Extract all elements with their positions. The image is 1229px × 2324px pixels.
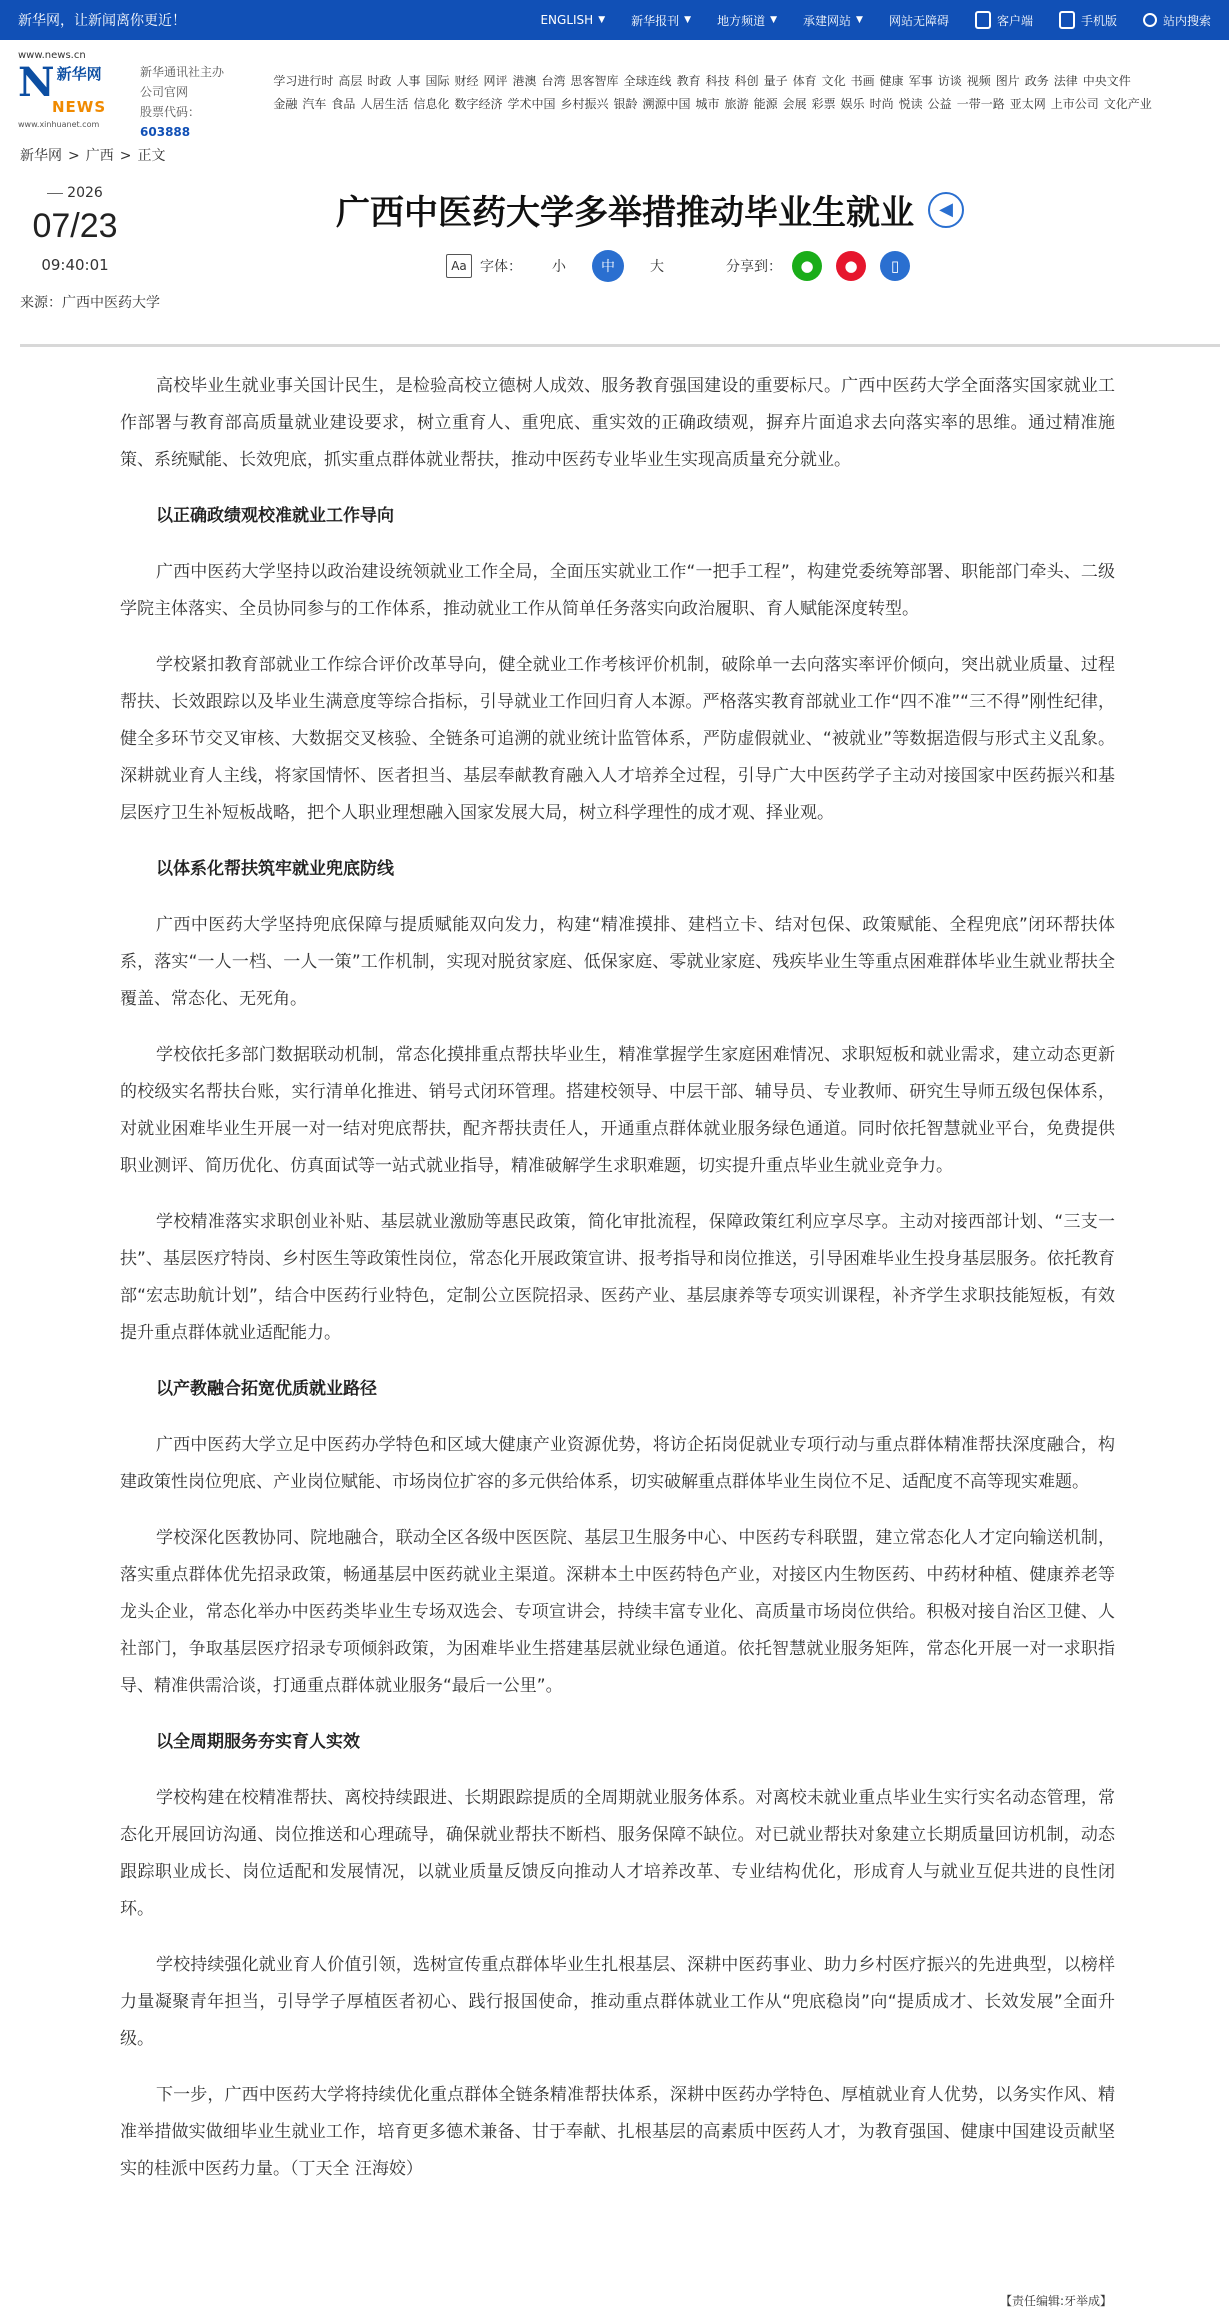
publish-date (20, 185, 180, 312)
channel-link[interactable]: 上市公司 (1050, 97, 1099, 111)
channel-link[interactable]: 量子 (763, 74, 788, 88)
channel-link[interactable]: 悦读 (898, 97, 923, 111)
channel-link[interactable]: 人事 (396, 74, 421, 88)
breadcrumb-guangxi[interactable]: 广西 (85, 148, 114, 164)
article-paragraph: 下一步，广西中医药大学将持续优化重点群体全链条精准帮扶体系，深耕中医药办学特色、厚植就业育人优势，以务实作风、精准举措做实做细毕业生就业工作，培育更多德术兼备、甘于奉献、扎根基层的高素质中医药人才，为教育强国、健康中国建设贡献坚实的桂派中医药力量。（丁天全 汪海姣） (120, 2085, 1115, 2179)
article-paragraph: 广西中医药大学坚持兜底保障与提质赋能双向发力，构建“精准摸排、建档立卡、结对包保、政策赋能、全程兜底”闭环帮扶体系，落实“一人一档、一人一策”工作机制，实现对脱贫家庭、低保家庭、零就业家庭、残疾毕业生等重点困难群体毕业生就业帮扶全覆盖、常态化、无死角。 (120, 915, 1115, 1009)
channel-link[interactable]: 全球连线 (623, 74, 672, 88)
top-nav (514, 11, 1211, 29)
channel-link[interactable]: 娱乐 (840, 97, 865, 111)
company-info: 新华通讯社主办 公司官网 股票代码：603888 (140, 65, 225, 139)
channel-link[interactable]: 银龄 (613, 97, 638, 111)
channel-row-1 (273, 70, 1211, 93)
section-heading: 以正确政绩观校准就业工作导向 (156, 506, 394, 526)
breadcrumb: 新华网 > 广西 > 正文 (20, 148, 166, 164)
channel-link[interactable]: 亚太网 (1009, 97, 1046, 111)
nav-newspapers[interactable]: 新华报刊 ▼ (631, 13, 692, 28)
channel-link[interactable]: 文化 (821, 74, 846, 88)
app-icon (975, 11, 991, 29)
channel-link[interactable]: 文化产业 (1103, 97, 1152, 111)
article-paragraph: 广西中医药大学立足中医药办学特色和区域大健康产业资源优势，将访企拓岗促就业专项行动与重点群体精准帮扶深度融合，构建政策性岗位兜底、产业岗位赋能、市场岗位扩容的多元供给体系，切实破解重点群体毕业生岗位不足、适配度不高等现实难题。 (120, 1435, 1115, 1492)
nav-mobile[interactable]: 手机版 (1059, 11, 1117, 29)
channel-link[interactable]: 乡村振兴 (560, 97, 609, 111)
top-bar (0, 0, 1229, 40)
article-paragraph: 学校持续强化就业育人价值引领，选树宣传重点群体毕业生扎根基层、深耕中医药事业、助力乡村医疗振兴的先进典型，以榜样力量凝聚青年担当，引导学子厚植医者初心、践行报国使命，推动重点群体就业工作从“兜底稳岗”向“提质成才、长效发展”全面升级。 (120, 1955, 1115, 2049)
channel-link[interactable]: 教育 (676, 74, 701, 88)
channel-link[interactable]: 科创 (734, 74, 759, 88)
section-heading: 以产教融合拓宽优质就业路径 (156, 1379, 377, 1399)
weibo-icon[interactable]: ● (836, 251, 866, 281)
channel-link[interactable]: 金融 (273, 97, 298, 111)
channel-link[interactable]: 人居生活 (360, 97, 409, 111)
breadcrumb-current: 正文 (137, 148, 166, 164)
font-label: 字体： (480, 259, 522, 275)
channel-link[interactable]: 城市 (695, 97, 720, 111)
channel-link[interactable]: 高层 (338, 74, 363, 88)
share-label: 分享到： (726, 259, 782, 275)
chevron-down-icon: ▼ (598, 15, 606, 25)
section-heading: 以体系化帮扶筑牢就业兜底防线 (156, 859, 394, 879)
channel-link[interactable]: 一带一路 (956, 97, 1005, 111)
publish-month-day: 07/23 (32, 207, 118, 245)
breadcrumb-home[interactable]: 新华网 (20, 148, 62, 164)
channel-link[interactable]: 财经 (454, 74, 479, 88)
title-area (200, 185, 1100, 234)
publish-year: 2026 (20, 185, 130, 201)
publish-time: 09:40:01 (41, 256, 109, 274)
channel-link[interactable]: 法律 (1053, 74, 1078, 88)
channel-link[interactable]: 台湾 (541, 74, 566, 88)
channel-link[interactable]: 健康 (879, 74, 904, 88)
responsible-editor: 【责任编辑:牙举成】 (1000, 2294, 1113, 2308)
channel-link[interactable]: 国际 (425, 74, 450, 88)
channel-link[interactable]: 数字经济 (454, 97, 503, 111)
article-paragraph: 学校精准落实求职创业补贴、基层就业激励等惠民政策，简化审批流程，保障政策红利应享尽享。主动对接西部计划、“三支一扶”、基层医疗特岗、乡村医生等政策性岗位，常态化开展政策宣讲、报考指导和岗位推送，引导困难毕业生投身基层服务。依托教育部“宏志助航计划”，结合中医药行业特色，定制公立医院招录、医药产业、基层康养等专项实训课程，补齐学生求职技能短板，有效提升重点群体就业适配能力。 (120, 1212, 1115, 1343)
article-paragraph: 学校依托多部门数据联动机制，常态化摸排重点帮扶毕业生，精准掌握学生家庭困难情况、求职短板和就业需求，建立动态更新的校级实名帮扶台账，实行清单化推进、销号式闭环管理。搭建校领导、中层干部、辅导员、专业教师、研究生导师五级包保体系，对就业困难毕业生开展一对一结对兜底帮扶，配齐帮扶责任人，开通重点群体就业服务绿色通道。同时依托智慧就业平台，免费提供职业测评、简历优化、仿真面试等一站式就业指导，精准破解学生求职难题，切实提升重点毕业生就业竞争力。 (120, 1045, 1115, 1176)
article-body (120, 368, 1115, 2207)
channel-link[interactable]: 信息化 (413, 97, 450, 111)
article-paragraph: 学校构建在校精准帮扶、离校持续跟进、长期跟踪提质的全周期就业服务体系。对离校未就业重点毕业生实行实名动态管理，常态化开展回访沟通、岗位推送和心理疏导，确保就业帮扶不断档、服务保障不缺位。对已就业帮扶对象建立长期质量回访机制，动态跟踪职业成长、岗位适配和发展情况，以就业质量反馈反向推动人才培养改革、专业结构优化，形成育人与就业互促共进的良性闭环。 (120, 1788, 1115, 1919)
channel-link[interactable]: 旅游 (724, 97, 749, 111)
speaker-icon[interactable]: ◀ (928, 192, 964, 228)
slogan: 新华网，让新闻离你更近！ (18, 13, 186, 29)
channel-link[interactable]: 学术中国 (507, 97, 556, 111)
font-medium-button[interactable]: 中 (592, 250, 624, 282)
channel-link[interactable]: 体育 (792, 74, 817, 88)
channel-link[interactable]: 视频 (966, 74, 991, 88)
chevron-down-icon: ▼ (770, 15, 777, 25)
stock-code[interactable]: 603888 (140, 125, 191, 139)
channel-link[interactable]: 思客智库 (570, 74, 619, 88)
nav-client-app[interactable]: 客户端 (975, 11, 1033, 29)
article-tools (446, 250, 910, 282)
channel-link[interactable]: 学习进行时 (273, 74, 334, 88)
channel-link[interactable]: 彩票 (811, 97, 836, 111)
chevron-down-icon: ▼ (684, 15, 692, 25)
article-paragraph: 学校深化医教协同、院地融合，联动全区各级中医医院、基层卫生服务中心、中医药专科联盟，建立常态化人才定向输送机制，落实重点群体优先招录政策，畅通基层中医药就业主渠道。深耕本土中医药特色产业，对接区内生物医药、中药材种植、健康养老等龙头企业，常态化举办中医药类毕业生专场双选会、专项宣讲会，持续丰富专业化、高质量市场岗位供给。积极对接自治区卫健、人社部门，争取基层医疗招录专项倾斜政策，为困难毕业生搭建基层就业绿色通道。依托智慧就业服务矩阵，常态化开展一对一求职指导、精准供需洽谈，打通重点群体就业服务“最后一公里”。 (120, 1528, 1115, 1696)
channel-link[interactable]: 会展 (782, 97, 807, 111)
channel-link[interactable]: 中央文件 (1082, 74, 1131, 88)
article-source: 来源：广西中医药大学 (20, 295, 160, 311)
channel-nav (273, 70, 1211, 116)
nav-local-channels[interactable]: 地方频道 ▼ (717, 13, 777, 28)
channel-link[interactable]: 图片 (995, 74, 1020, 88)
channel-link[interactable]: 访谈 (937, 74, 962, 88)
nav-site-search[interactable]: 站内搜索 (1143, 12, 1211, 29)
channel-link[interactable]: 网评 (483, 74, 508, 88)
channel-link[interactable]: 书画 (850, 74, 875, 88)
channel-link[interactable]: 军事 (908, 74, 933, 88)
search-icon (1143, 13, 1157, 27)
chevron-down-icon: ▼ (856, 15, 863, 25)
article-paragraph: 广西中医药大学坚持以政治建设统领就业工作全局，全面压实就业工作“一把手工程”，构建党委统筹部署、职能部门牵头、二级学院主体落实、全员协同参与的工作体系，推动就业工作从简单任务落实向政治履职、育人赋能深度转型。 (120, 562, 1115, 619)
font-size-icon: Aa (446, 254, 472, 278)
channel-link[interactable]: 食品 (331, 97, 356, 111)
channel-link[interactable]: 时尚 (869, 97, 894, 111)
nav-english[interactable]: ENGLISH ▼ (540, 13, 606, 27)
nav-hosted-sites[interactable]: 承建网站 ▼ (803, 13, 863, 28)
channel-link[interactable]: 能源 (753, 97, 778, 111)
channel-link[interactable]: 溯源中国 (642, 97, 691, 111)
section-heading: 以全周期服务夯实育人实效 (156, 1732, 360, 1752)
channel-link[interactable]: 政务 (1024, 74, 1049, 88)
font-large-button[interactable]: 大 (650, 259, 664, 275)
channel-row-2 (273, 93, 1211, 116)
mobile-share-icon[interactable]: ▯ (880, 251, 910, 281)
mobile-icon (1059, 11, 1075, 29)
wechat-icon[interactable]: ● (792, 251, 822, 281)
article-title: 广西中医药大学多举措推动毕业生就业 ◀ (336, 185, 964, 234)
channel-link[interactable]: 时政 (367, 74, 392, 88)
channel-link[interactable]: 公益 (927, 97, 952, 111)
channel-link[interactable]: 港澳 (512, 74, 537, 88)
article-paragraph: 学校紧扣教育部就业工作综合评价改革导向，健全就业工作考核评价机制，破除单一去向落实率评价倾向，突出就业质量、过程帮扶、长效跟踪以及毕业生满意度等综合指标，引导就业工作回归育人本源。严格落实教育部就业工作“四不准”“三不得”刚性纪律，健全多环节交叉审核、大数据交叉核验、全链条可追溯的就业统计监管体系，严防虚假就业、“被就业”等数据造假与形式主义乱象。深耕就业育人主线，将家国情怀、医者担当、基层奉献教育融入人才培养全过程，引导广大中医药学子主动对接国家中医药振兴和基层医疗卫生补短板战略，把个人职业理想融入国家发展大局，树立科学理性的成才观、择业观。 (120, 655, 1115, 823)
channel-link[interactable]: 科技 (705, 74, 730, 88)
font-small-button[interactable]: 小 (552, 259, 566, 275)
article-paragraph: 高校毕业生就业事关国计民生，是检验高校立德树人成效、服务教育强国建设的重要标尺。广西中医药大学全面落实国家就业工作部署与教育部高质量就业建设要求，树立重育人、重兜底、重实效的正确政绩观，摒弃片面追求去向落实率的思维。通过精准施策、系统赋能、长效兜底，抓实重点群体就业帮扶，推动中医药专业毕业生实现高质量充分就业。 (120, 376, 1115, 470)
divider (20, 344, 1220, 347)
channel-link[interactable]: 汽车 (302, 97, 327, 111)
site-header (0, 40, 1229, 139)
nav-accessibility[interactable]: 网站无障碍 (888, 13, 949, 28)
xinhua-logo[interactable]: www.news.cn N 新华网 NEWS www.xinhuanet.com (18, 50, 107, 129)
